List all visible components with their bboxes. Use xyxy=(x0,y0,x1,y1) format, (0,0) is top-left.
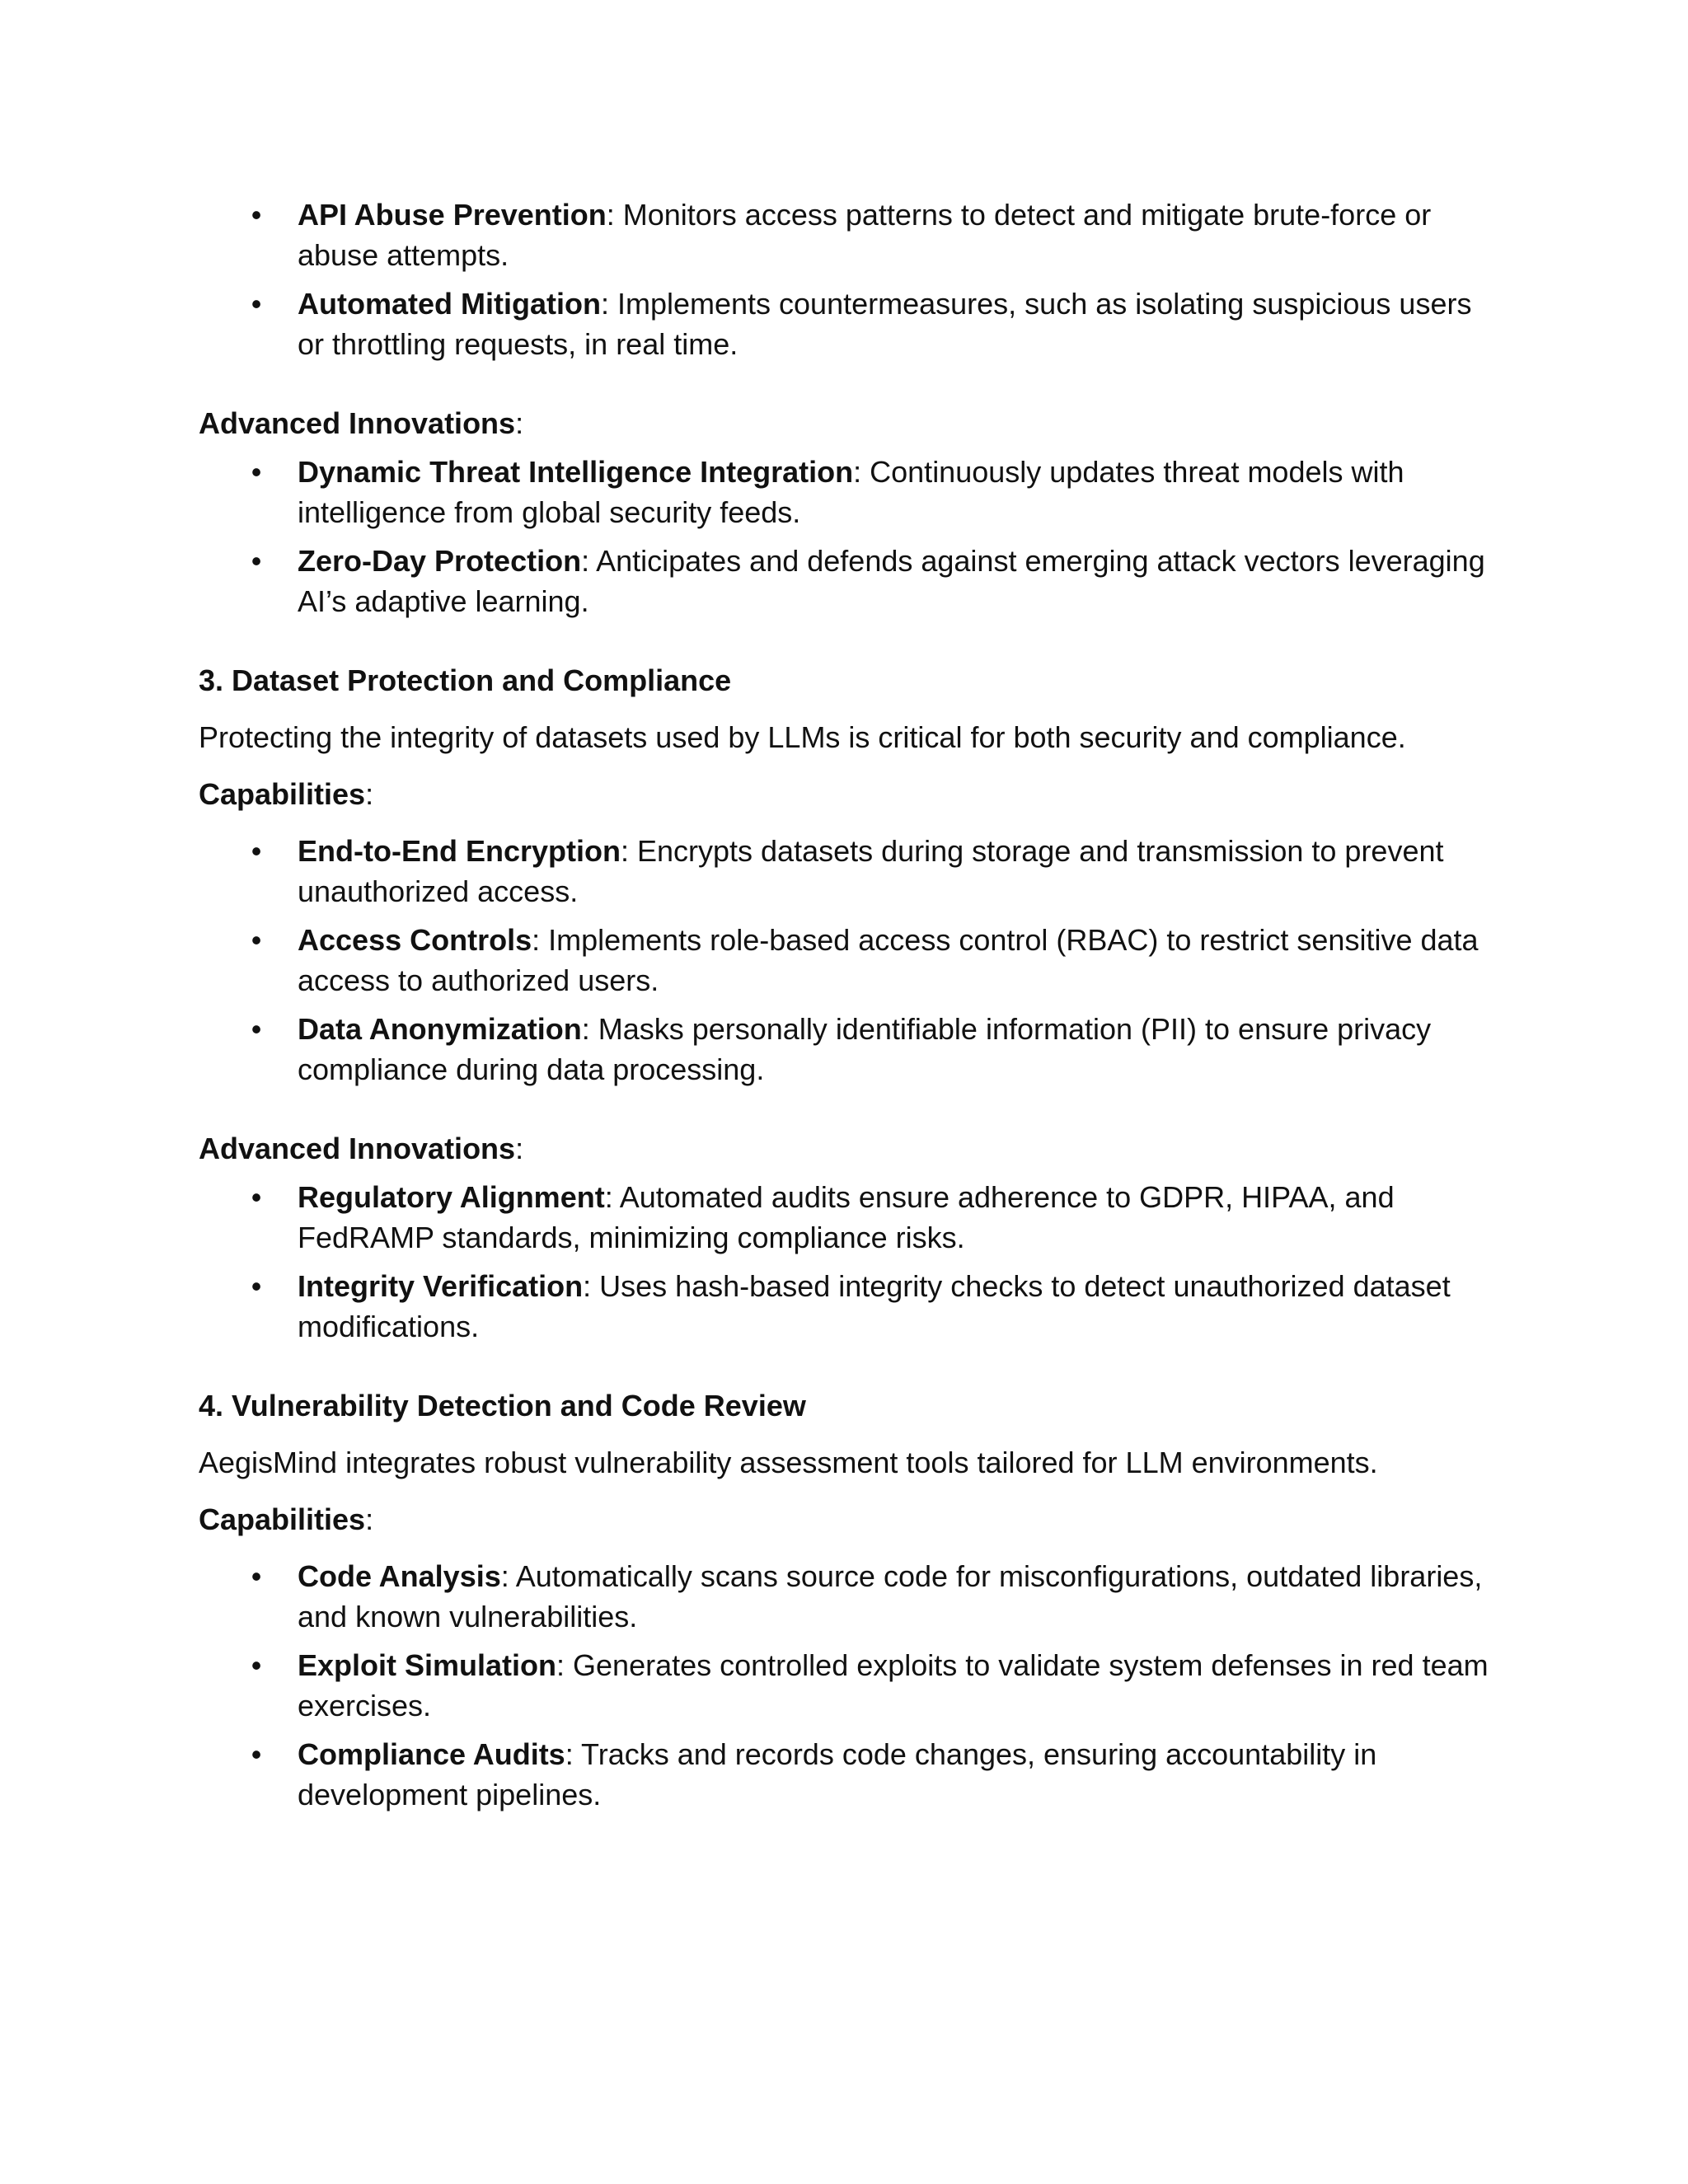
list-item xyxy=(251,1009,1501,1090)
list-item-term: Integrity Verification xyxy=(298,1269,584,1303)
list-item xyxy=(251,1177,1501,1258)
capabilities-list xyxy=(199,1556,1501,1815)
list-item xyxy=(251,1645,1501,1726)
capabilities-list xyxy=(199,831,1501,1090)
bullet-icon: • xyxy=(251,198,262,232)
list-item-term: Compliance Audits xyxy=(298,1737,565,1771)
list-item-text: : Implements role-based access control (RBAC) to restrict sensitive data access to authorized users. xyxy=(298,923,1479,997)
bullet-icon: • xyxy=(251,455,262,489)
list-item xyxy=(251,1734,1501,1815)
list-item-term: Regulatory Alignment xyxy=(298,1180,605,1214)
list-item-term: Access Controls xyxy=(298,923,532,957)
bullet-icon: • xyxy=(251,1269,262,1303)
list-item xyxy=(251,1266,1501,1347)
list-item-term: Dynamic Threat Intelligence Integration xyxy=(298,455,854,489)
section-heading: 4. Vulnerability Detection and Code Review xyxy=(199,1389,806,1422)
bullet-icon: • xyxy=(251,1648,262,1682)
bullet-icon: • xyxy=(251,834,262,868)
list-item-term: Zero-Day Protection xyxy=(298,544,582,578)
list-item xyxy=(251,452,1501,532)
advanced-innovations-label: Advanced Innovations: xyxy=(199,406,524,440)
list-item xyxy=(251,1556,1501,1637)
advanced-innovations-list xyxy=(199,1177,1501,1347)
advanced-innovations-list xyxy=(199,452,1501,621)
list-item xyxy=(251,194,1501,275)
bullet-icon: • xyxy=(251,923,262,957)
section-intro: AegisMind integrates robust vulnerability assessment tools tailored for LLM environments. xyxy=(199,1446,1378,1479)
top-bullet-list xyxy=(199,194,1501,364)
bullet-icon: • xyxy=(251,1180,262,1214)
list-item-text: : Implements countermeasures, such as isolating suspicious users or throttling requests, in real time. xyxy=(298,287,1472,361)
list-item-text: : Generates controlled exploits to validate system defenses in red team exercises. xyxy=(298,1648,1489,1722)
list-item-text: : Automated audits ensure adherence to GDPR, HIPAA, and FedRAMP standards, minimizing compliance risks. xyxy=(298,1180,1395,1254)
list-item-text: : Encrypts datasets during storage and transmission to prevent unauthorized access. xyxy=(298,834,1444,908)
list-item-term: Code Analysis xyxy=(298,1559,501,1593)
list-item-text: : Tracks and records code changes, ensuring accountability in development pipelines. xyxy=(298,1737,1377,1811)
bullet-icon: • xyxy=(251,1737,262,1771)
list-item xyxy=(251,920,1501,1001)
bullet-icon: • xyxy=(251,1012,262,1046)
list-item-text: : Continuously updates threat models with intelligence from global security feeds. xyxy=(298,455,1404,529)
section-intro: Protecting the integrity of datasets used by LLMs is critical for both security and compliance. xyxy=(199,720,1406,754)
list-item-term: End-to-End Encryption xyxy=(298,834,621,868)
list-item xyxy=(251,541,1501,621)
list-item-term: API Abuse Prevention xyxy=(298,198,607,232)
capabilities-label: Capabilities: xyxy=(199,777,374,811)
section-heading: 3. Dataset Protection and Compliance xyxy=(199,663,732,697)
bullet-icon: • xyxy=(251,544,262,578)
list-item-term: Exploit Simulation xyxy=(298,1648,557,1682)
list-item-term: Automated Mitigation xyxy=(298,287,601,321)
list-item xyxy=(251,284,1501,364)
list-item-text: : Uses hash-based integrity checks to detect unauthorized dataset modifications. xyxy=(298,1269,1451,1343)
list-item xyxy=(251,831,1501,912)
capabilities-label: Capabilities: xyxy=(199,1502,374,1536)
bullet-icon: • xyxy=(251,1559,262,1593)
bullet-icon: • xyxy=(251,287,262,321)
page-content xyxy=(199,194,1501,1815)
list-item-text: : Anticipates and defends against emerging attack vectors leveraging AI’s adaptive learning. xyxy=(298,544,1485,618)
list-item-text: : Automatically scans source code for misconfigurations, outdated libraries, and known vulnerabilities. xyxy=(298,1559,1483,1633)
list-item-term: Data Anonymization xyxy=(298,1012,582,1046)
list-item-text: : Monitors access patterns to detect and mitigate brute-force or abuse attempts. xyxy=(298,198,1432,272)
advanced-innovations-label: Advanced Innovations: xyxy=(199,1132,524,1165)
list-item-text: : Masks personally identifiable information (PII) to ensure privacy compliance during data processing. xyxy=(298,1012,1432,1086)
